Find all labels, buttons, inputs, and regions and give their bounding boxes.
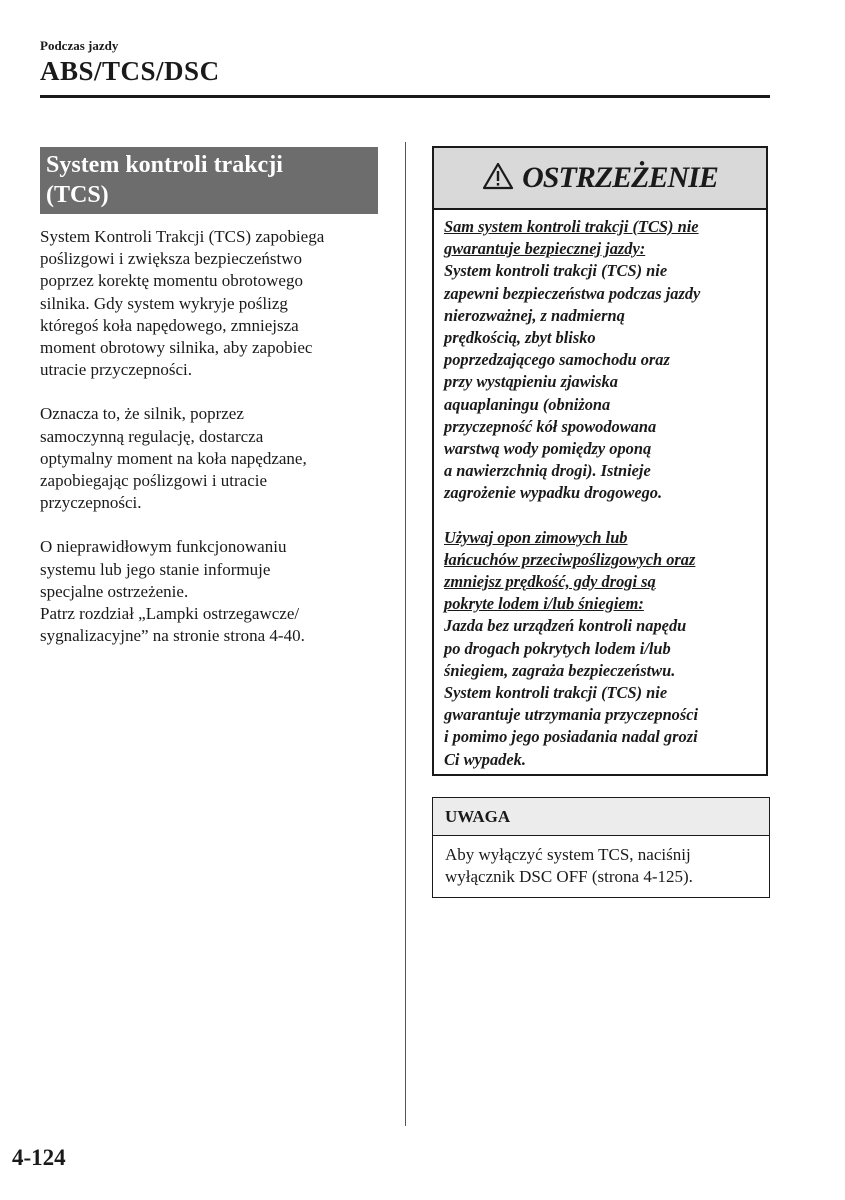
warning-line-underlined: pokryte lodem i/lub śniegiem: <box>444 594 644 614</box>
text-line: specjalne ostrzeżenie. <box>40 581 189 601</box>
warning-line: prędkością, zbyt blisko <box>444 328 596 348</box>
text-line: utracie przyczepności. <box>40 360 192 380</box>
warning-line: warstwą wody pomiędzy oponą <box>444 439 652 459</box>
warning-triangle-icon <box>482 162 514 195</box>
warning-line: śniegiem, zagraża bezpieczeństwu. <box>444 660 676 680</box>
text-line: Patrz rozdział „Lampki ostrzegawcze/ <box>40 604 300 624</box>
text-line: silnika. Gdy system wykryje poślizg <box>40 293 288 313</box>
page-title: ABS/TCS/DSC <box>40 56 220 86</box>
text-line: zapobiegając poślizgowi i utracie <box>40 471 268 491</box>
warning-line: aquaplaningu (obniżona <box>444 394 611 414</box>
warning-header <box>434 148 766 210</box>
paragraph <box>40 226 380 381</box>
text-line: przyczepności. <box>40 493 142 513</box>
text-line: System Kontroli Trakcji (TCS) zapobiega <box>40 227 325 246</box>
warning-line: a nawierzchnią drogi). Istnieje <box>444 461 651 481</box>
paragraph <box>40 403 380 514</box>
warning-line: po drogach pokrytych lodem i/lub <box>444 638 671 658</box>
text-line: poprzez korektę momentu obrotowego <box>40 271 303 291</box>
warning-line: zagrożenie wypadku drogowego. <box>444 483 663 503</box>
text-line: Oznacza to, że silnik, poprzez <box>40 404 244 424</box>
warning-line: System kontroli trakcji (TCS) nie <box>444 683 668 703</box>
note-line: Aby wyłączyć system TCS, naciśnij <box>445 845 691 864</box>
warning-line: gwarantuje utrzymania przyczepności <box>444 705 699 725</box>
warning-line: przy wystąpieniu zjawiska <box>444 372 618 392</box>
warning-line: nierozważnej, z nadmierną <box>444 305 625 325</box>
warning-line: Jazda bez urządzeń kontroli napędu <box>444 616 687 636</box>
warning-title: OSTRZEŻENIE <box>522 161 718 194</box>
note-box <box>432 797 770 898</box>
spacer <box>444 505 756 527</box>
text-line: optymalny moment na koła napędzane, <box>40 448 307 468</box>
left-column <box>40 147 380 669</box>
warning-line-underlined: łańcuchów przeciwpoślizgowych oraz <box>444 549 696 569</box>
text-line: systemu lub jego stanie informuje <box>40 559 271 579</box>
warning-line: Ci wypadek. <box>444 749 526 769</box>
warning-line: poprzedzającego samochodu oraz <box>444 350 670 370</box>
section-heading <box>40 147 378 214</box>
section-heading-line: (TCS) <box>46 182 109 208</box>
text-line: samoczynną regulację, dostarcza <box>40 426 264 446</box>
warning-box <box>432 146 768 776</box>
warning-line: i pomimo jego posiadania nadal grozi <box>444 727 698 747</box>
warning-body <box>434 210 766 771</box>
title-rule <box>40 95 770 98</box>
body-text <box>40 226 380 647</box>
text-line: któregoś koła napędowego, zmniejsza <box>40 315 299 335</box>
note-title: UWAGA <box>433 798 769 836</box>
paragraph <box>40 536 380 647</box>
section-heading-line: System kontroli trakcji <box>46 152 283 178</box>
warning-line-underlined: Używaj opon zimowych lub <box>444 527 628 547</box>
text-line: sygnalizacyjne” na stronie strona 4-40. <box>40 626 305 646</box>
page-number: 4-124 <box>12 1145 66 1170</box>
note-line: wyłącznik DSC OFF (strona 4-125). <box>445 867 693 886</box>
text-line: moment obrotowy silnika, aby zapobiec <box>40 338 313 358</box>
note-body <box>433 836 769 888</box>
warning-line-underlined: zmniejsz prędkość, gdy drogi są <box>444 572 656 592</box>
text-line: poślizgowi i zwiększa bezpieczeństwo <box>40 249 302 269</box>
column-divider <box>405 142 406 1126</box>
warning-line: System kontroli trakcji (TCS) nie <box>444 261 668 281</box>
warning-line: zapewni bezpieczeństwa podczas jazdy <box>444 283 701 303</box>
warning-line-underlined: Sam system kontroli trakcji (TCS) nie <box>444 217 699 236</box>
section-label: Podczas jazdy <box>40 38 119 53</box>
warning-line: przyczepność kół spowodowana <box>444 416 657 436</box>
warning-line-underlined: gwarantuje bezpiecznej jazdy: <box>444 239 646 259</box>
text-line: O nieprawidłowym funkcjonowaniu <box>40 537 287 557</box>
